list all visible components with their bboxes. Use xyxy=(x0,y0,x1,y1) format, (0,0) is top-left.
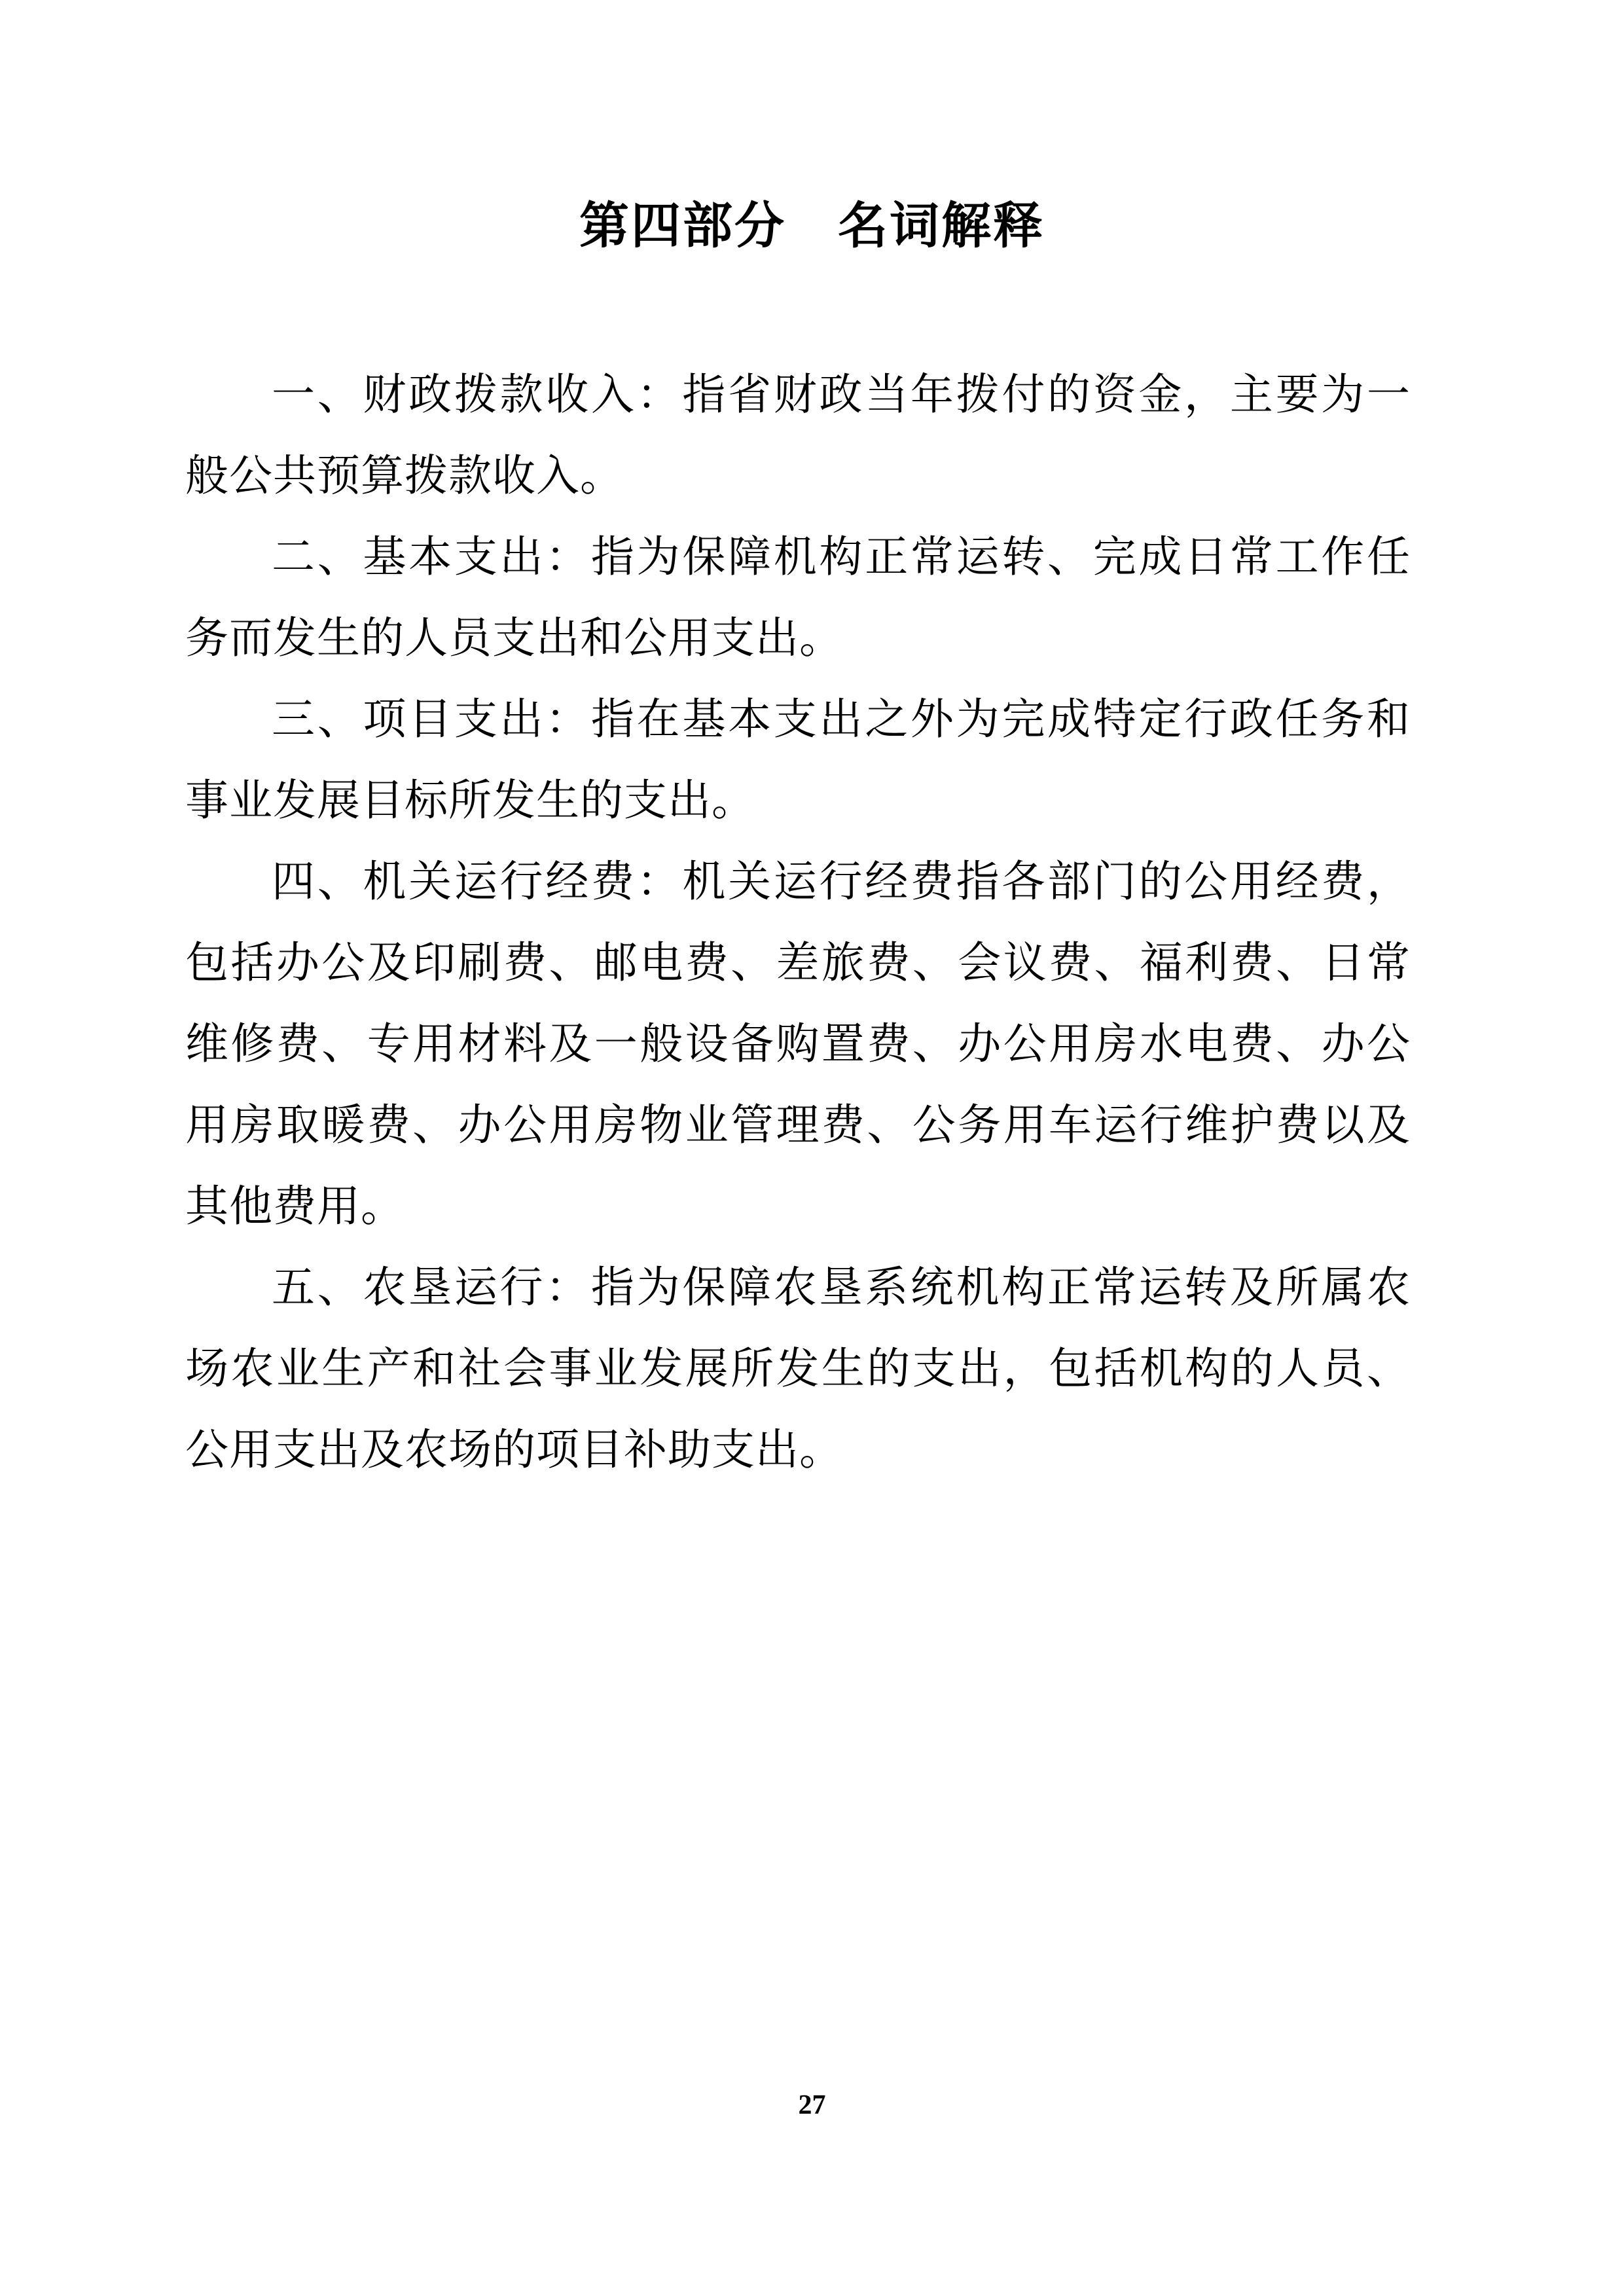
paragraph-basic-expenditure: 二、基本支出：指为保障机构正常运转、完成日常工作任务而发生的人员支出和公用支出。 xyxy=(185,533,1411,662)
paragraph-fiscal-appropriation-income: 一、财政拨款收入：指省财政当年拨付的资金，主要为一般公共预算拨款收入。 xyxy=(185,371,1411,500)
page-title: 第四部分 名词解释 xyxy=(579,198,1045,254)
document-body xyxy=(185,355,1411,1491)
page-number: 27 xyxy=(798,2090,826,2120)
paragraph-project-expenditure: 三、项目支出：指在基本支出之外为完成特定行政任务和事业发展目标所发生的支出。 xyxy=(185,696,1411,825)
paragraph-agricultural-reclamation-operation: 五、农垦运行：指为保障农垦系统机构正常运转及所属农场农业生产和社会事业发展所发生的支出，包括机构的人员、公用支出及农场的项目补助支出。 xyxy=(185,1264,1411,1474)
paragraph-agency-operating-funds: 四、机关运行经费：机关运行经费指各部门的公用经费，包括办公及印刷费、邮电费、差旅费、会议费、福利费、日常维修费、专用材料及一般设备购置费、办公用房水电费、办公用房取暖费、办公用房物业管理费、公务用车运行维护费以及其他费用。 xyxy=(185,858,1411,1231)
